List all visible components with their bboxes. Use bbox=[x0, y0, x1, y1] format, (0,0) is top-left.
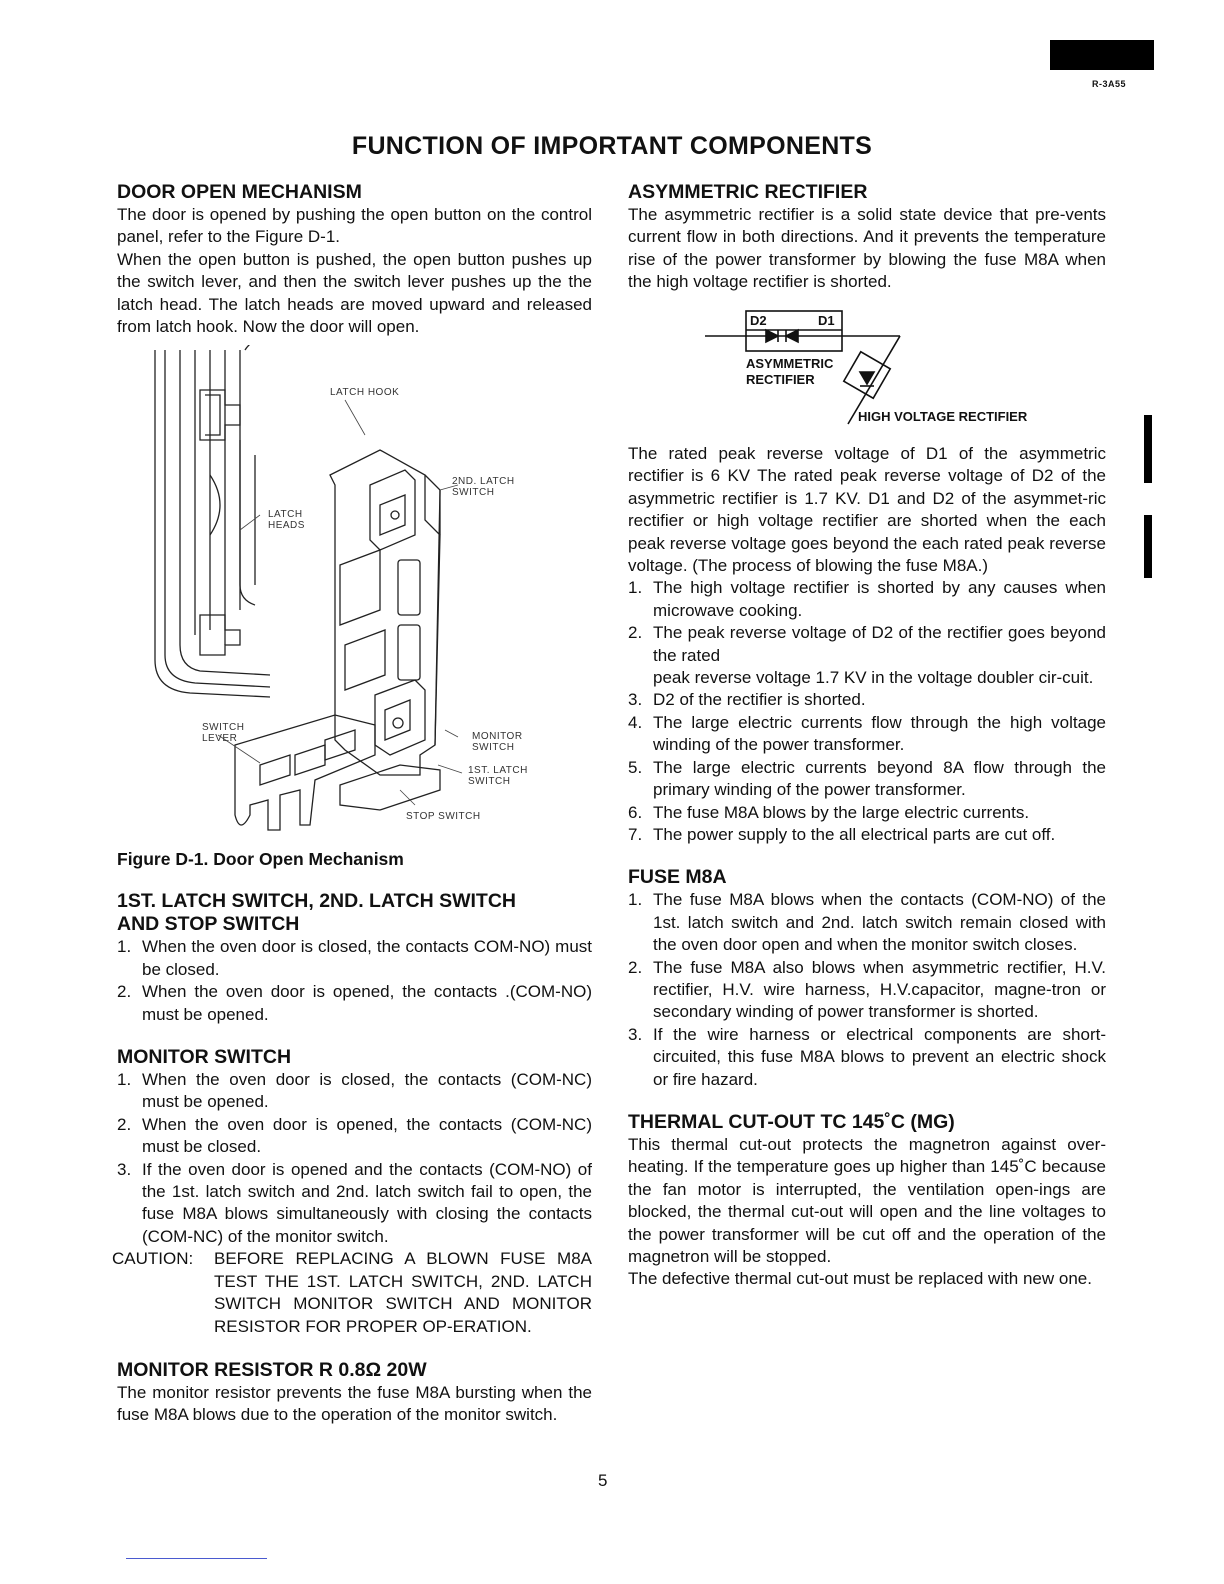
list-item: 1. The fuse M8A blows when the contacts (COM-NO) of the 1st. latch switch and 2nd. latch switch remain closed with the oven door open and when the monitor switch closes. bbox=[628, 890, 1106, 955]
list-item: 3. If the oven door is opened and the contacts (COM-NO) of the 1st. latch switch and 2nd. latch switch fail to open, the fuse M8A blows simultaneously with closing the contacts (COM-NC) of the monitor switch. bbox=[117, 1159, 592, 1246]
list-item: 5. The large electric currents beyond 8A flow through the primary winding of the power transformer. bbox=[628, 757, 1106, 800]
door-open-heading: DOOR OPEN MECHANISM bbox=[117, 181, 362, 203]
list-item: 1. When the oven door is closed, the contacts COM-NO) must be closed. bbox=[117, 937, 592, 979]
door-open-para1: The door is opened by pushing the open button on the control panel, refer to the Figure D-1. bbox=[117, 205, 592, 247]
page-title: FUNCTION OF IMPORTANT COMPONENTS bbox=[351, 132, 873, 160]
list-item: 4. The large electric currents flow through the high voltage winding of the power transformer. bbox=[628, 712, 1106, 755]
page-number: 5 bbox=[598, 1471, 608, 1490]
label-switch-lever-1: SWITCH bbox=[202, 722, 245, 733]
thermal-heading: THERMAL CUT-OUT TC 145˚C (MG) bbox=[628, 1110, 955, 1133]
margin-mark-1 bbox=[1144, 415, 1152, 483]
label-latch-heads-2: HEADS bbox=[268, 520, 305, 531]
list-item: 2. The fuse M8A also blows when asymmetric rectifier, H.V. rectifier, H.V. wire harness, H.V.capacitor, magne-tron or secondary winding of power transformer is shorted. bbox=[628, 957, 1106, 1022]
label-2nd-latch-switch-1: 2ND. LATCH bbox=[452, 476, 515, 487]
label-asym-2: RECTIFIER bbox=[746, 372, 815, 387]
label-asym-1: ASYMMETRIC bbox=[746, 356, 834, 371]
label-d2: D2 bbox=[750, 313, 767, 328]
label-monitor-switch-2: SWITCH bbox=[472, 742, 515, 753]
monitor-switch-heading: MONITOR SWITCH bbox=[117, 1046, 292, 1069]
label-latch-hook: LATCH HOOK bbox=[330, 387, 400, 398]
latch-switch-heading-1: 1ST. LATCH SWITCH, 2ND. LATCH SWITCH bbox=[117, 890, 517, 913]
thermal-para1: This thermal cut-out protects the magnetron against over-heating. If the temperature goes up higher than 145˚C because the fan motor is interrupted, the ventilation open-ings are blocked, the thermal cut-out will open and the line voltages to the power transformer will be cut off and the operation of the magnetron will be stopped. bbox=[628, 1134, 1106, 1266]
asym-rectifier-para2: The rated peak reverse voltage of D1 of the asymmetric rectifier is 6 KV The rated peak reverse voltage of D2 of the asymmetric rectifier is 1.7 KV. D1 and D2 of the asymmet-ric rectifier or high voltage rectifier are shorted when the each peak reverse voltage goes beyond the each rated peak reverse voltage. (The process of blowing the fuse M8A.) bbox=[628, 444, 1106, 576]
header-black-tab bbox=[1050, 40, 1154, 70]
asym-rectifier-heading: ASYMMETRIC RECTIFIER bbox=[628, 181, 868, 203]
label-1st-latch-switch-2: SWITCH bbox=[468, 776, 511, 787]
monitor-resistor-text: The monitor resistor prevents the fuse M8A bursting when the fuse M8A blows due to the operation of the monitor switch. bbox=[117, 1382, 592, 1425]
latch-switch-list bbox=[117, 936, 592, 1026]
caution-label: CAUTION: bbox=[112, 1249, 194, 1269]
asym-rectifier-section bbox=[628, 181, 1106, 294]
left-bottom-section bbox=[112, 848, 592, 1427]
list-item: 3. D2 of the rectifier is shorted. bbox=[628, 690, 866, 710]
list-item: 2. When the oven door is opened, the contacts .(COM-NO) must be opened. bbox=[117, 982, 592, 1024]
door-open-section bbox=[117, 181, 592, 338]
list-item: 6. The fuse M8A blows by the large electric currents. bbox=[628, 802, 1030, 822]
asym-rectifier-para1: The asymmetric rectifier is a solid state device that pre-vents current flow in both directions. And it prevents the temperature rise of the power transformer by blowing the fuse M8A when the high voltage rectifier is shorted. bbox=[628, 205, 1106, 292]
rectifier-schematic bbox=[700, 306, 1080, 436]
margin-mark-2 bbox=[1144, 515, 1152, 578]
list-item: 7. The power supply to the all electrical parts are cut off. bbox=[628, 824, 1056, 844]
label-2nd-latch-switch-2: SWITCH bbox=[452, 487, 495, 498]
list-item: 2. The peak reverse voltage of D2 of the rectifier goes beyond the rated peak reverse voltage 1.7 KV in the voltage doubler cir-cuit. bbox=[628, 623, 1106, 688]
latch-switch-heading-2: AND STOP SWITCH bbox=[117, 913, 300, 936]
figure-caption: Figure D-1. Door Open Mechanism bbox=[117, 849, 404, 869]
label-monitor-switch-1: MONITOR bbox=[472, 731, 523, 742]
monitor-switch-list bbox=[117, 1069, 592, 1248]
fuse-heading: FUSE M8A bbox=[628, 866, 727, 889]
label-d1: D1 bbox=[818, 313, 835, 328]
right-body-section bbox=[628, 443, 1106, 1291]
model-number: R-3A55 bbox=[1092, 79, 1127, 89]
label-hv-rectifier: HIGH VOLTAGE RECTIFIER bbox=[858, 409, 1028, 424]
list-item: 3. If the wire harness or electrical components are short-circuited, this fuse M8A blows to prevent an electric shock or fire hazard. bbox=[628, 1024, 1106, 1089]
asym-process-list bbox=[628, 577, 1106, 846]
caution-note bbox=[112, 1248, 592, 1338]
thermal-para2: The defective thermal cut-out must be replaced with new one. bbox=[628, 1269, 1092, 1289]
label-latch-heads-1: LATCH bbox=[268, 509, 303, 520]
list-item: 1. When the oven door is closed, the contacts (COM-NC) must be opened. bbox=[117, 1070, 592, 1112]
footer-line bbox=[126, 1558, 267, 1559]
fuse-list bbox=[628, 889, 1106, 1091]
door-mechanism-figure bbox=[140, 345, 540, 835]
door-open-para2: When the open button is pushed, the open button pushes up the switch lever, and then the switch lever pushes up the the latch head. The latch heads are moved upward and released from latch hook. Now the door will open. bbox=[117, 249, 592, 337]
list-item: 1. The high voltage rectifier is shorted by any causes when microwave cooking. bbox=[628, 578, 1106, 620]
label-1st-latch-switch-1: 1ST. LATCH bbox=[468, 765, 528, 776]
caution-text: BEFORE REPLACING A BLOWN FUSE M8A TEST THE 1ST. LATCH SWITCH, 2ND. LATCH SWITCH MONITOR SWITCH AND MONITOR RESISTOR FOR PROPER OP-ERATION. bbox=[214, 1249, 592, 1336]
label-switch-lever-2: LEVER bbox=[202, 733, 238, 744]
monitor-resistor-heading: MONITOR RESISTOR R 0.8Ω 20W bbox=[117, 1358, 427, 1381]
list-item: 2. When the oven door is opened, the contacts (COM-NC) must be closed. bbox=[117, 1114, 592, 1157]
label-stop-switch: STOP SWITCH bbox=[406, 811, 481, 822]
